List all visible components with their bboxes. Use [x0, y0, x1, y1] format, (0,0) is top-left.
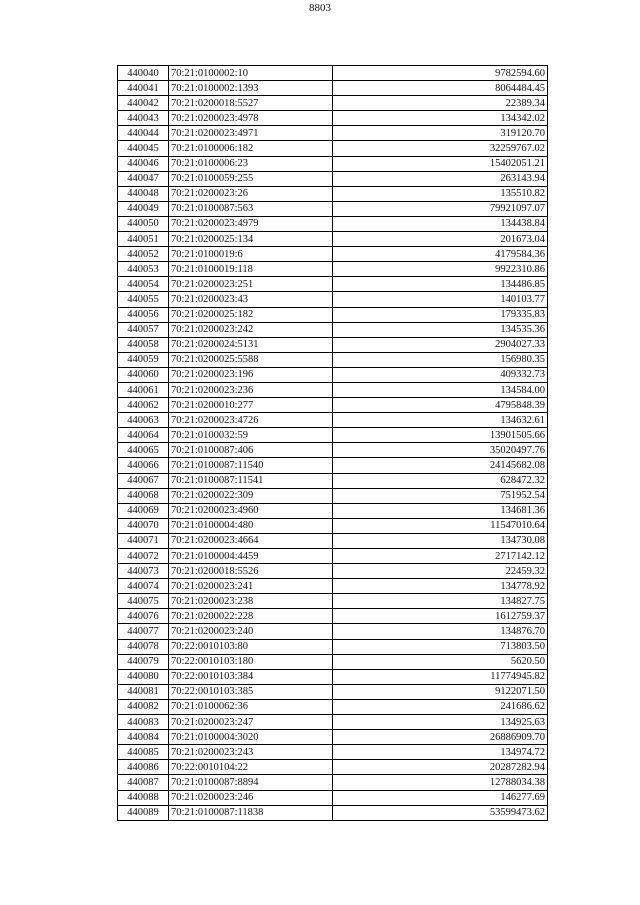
- cadastral-value-cell: 26886909.70: [333, 730, 548, 745]
- row-id-cell: 440055: [118, 292, 169, 307]
- cadastral-value-cell: 4179584.36: [333, 247, 548, 262]
- table-row: [118, 232, 548, 247]
- row-id-cell: 440084: [118, 730, 169, 745]
- cadastral-value-cell: 32259767.02: [333, 141, 548, 156]
- table-row: [118, 216, 548, 231]
- cadastral-value-cell: 5620.50: [333, 654, 548, 669]
- row-id-cell: 440078: [118, 639, 169, 654]
- cadastral-value-cell: 713803.50: [333, 639, 548, 654]
- table-row: [118, 594, 548, 609]
- cadastral-value-cell: 1612759.37: [333, 609, 548, 624]
- cadastral-value-cell: 13901505.66: [333, 428, 548, 443]
- cadastral-number-cell: 70:21:0200023:251: [169, 277, 333, 292]
- table-row: [118, 156, 548, 171]
- table-row: [118, 609, 548, 624]
- table-row: [118, 141, 548, 156]
- row-id-cell: 440058: [118, 337, 169, 352]
- cadastral-value-cell: 201673.04: [333, 232, 548, 247]
- cadastral-value-cell: 134827.75: [333, 594, 548, 609]
- cadastral-value-cell: 409332.73: [333, 367, 548, 382]
- table-row: [118, 518, 548, 533]
- table-row: [118, 654, 548, 669]
- table-row: [118, 473, 548, 488]
- cadastral-number-cell: 70:21:0100087:8894: [169, 775, 333, 790]
- cadastral-number-cell: 70:21:0100004:3020: [169, 730, 333, 745]
- row-id-cell: 440060: [118, 367, 169, 382]
- cadastral-number-cell: 70:21:0200025:134: [169, 232, 333, 247]
- cadastral-value-cell: 135510.82: [333, 186, 548, 201]
- cadastral-number-cell: 70:21:0100006:182: [169, 141, 333, 156]
- row-id-cell: 440073: [118, 564, 169, 579]
- cadastral-number-cell: 70:21:0200023:26: [169, 186, 333, 201]
- table-row: [118, 201, 548, 216]
- row-id-cell: 440061: [118, 382, 169, 397]
- cadastral-number-cell: 70:21:0200023:242: [169, 322, 333, 337]
- table-row: [118, 503, 548, 518]
- cadastral-number-cell: 70:21:0200023:236: [169, 382, 333, 397]
- cadastral-number-cell: 70:21:0100087:11540: [169, 458, 333, 473]
- row-id-cell: 440063: [118, 413, 169, 428]
- table-row: [118, 66, 548, 81]
- table-row: [118, 715, 548, 730]
- cadastral-number-cell: 70:21:0200023:4726: [169, 413, 333, 428]
- row-id-cell: 440072: [118, 549, 169, 564]
- table-row: [118, 126, 548, 141]
- cadastral-value-cell: 134730.08: [333, 533, 548, 548]
- cadastral-value-table: [117, 65, 548, 821]
- cadastral-value-cell: 628472.32: [333, 473, 548, 488]
- cadastral-number-cell: 70:21:0100062:36: [169, 699, 333, 714]
- cadastral-number-cell: 70:21:0200023:43: [169, 292, 333, 307]
- page-number: 8803: [309, 2, 331, 14]
- cadastral-value-cell: 156980.35: [333, 352, 548, 367]
- row-id-cell: 440052: [118, 247, 169, 262]
- cadastral-value-cell: 79921097.07: [333, 201, 548, 216]
- cadastral-value-cell: 146277.69: [333, 790, 548, 805]
- cadastral-number-cell: 70:21:0200022:309: [169, 488, 333, 503]
- table-row: [118, 322, 548, 337]
- cadastral-value-cell: 263143.94: [333, 171, 548, 186]
- table-row: [118, 760, 548, 775]
- row-id-cell: 440069: [118, 503, 169, 518]
- cadastral-value-cell: 134486.85: [333, 277, 548, 292]
- row-id-cell: 440089: [118, 805, 169, 820]
- table-row: [118, 292, 548, 307]
- row-id-cell: 440077: [118, 624, 169, 639]
- table-row: [118, 684, 548, 699]
- row-id-cell: 440045: [118, 141, 169, 156]
- cadastral-number-cell: 70:22:0010103:384: [169, 669, 333, 684]
- cadastral-number-cell: 70:21:0200024:5131: [169, 337, 333, 352]
- cadastral-number-cell: 70:22:0010103:80: [169, 639, 333, 654]
- row-id-cell: 440071: [118, 533, 169, 548]
- cadastral-number-cell: 70:21:0200023:247: [169, 715, 333, 730]
- table-row: [118, 367, 548, 382]
- cadastral-value-cell: 2717142.12: [333, 549, 548, 564]
- row-id-cell: 440043: [118, 111, 169, 126]
- row-id-cell: 440049: [118, 201, 169, 216]
- cadastral-value-cell: 22389.34: [333, 96, 548, 111]
- table-row: [118, 337, 548, 352]
- cadastral-value-cell: 9782594.60: [333, 66, 548, 81]
- cadastral-value-cell: 22459.32: [333, 564, 548, 579]
- cadastral-number-cell: 70:21:0100059:255: [169, 171, 333, 186]
- table-row: [118, 745, 548, 760]
- cadastral-number-cell: 70:21:0200023:4979: [169, 216, 333, 231]
- cadastral-number-cell: 70:21:0100002:10: [169, 66, 333, 81]
- cadastral-value-cell: 8064484.45: [333, 81, 548, 96]
- cadastral-value-cell: 134342.02: [333, 111, 548, 126]
- table-row: [118, 564, 548, 579]
- row-id-cell: 440048: [118, 186, 169, 201]
- cadastral-number-cell: 70:22:0010104:22: [169, 760, 333, 775]
- table-row: [118, 730, 548, 745]
- cadastral-value-cell: 11774945.82: [333, 669, 548, 684]
- table-row: [118, 790, 548, 805]
- table-row: [118, 549, 548, 564]
- table-body: [118, 66, 548, 821]
- cadastral-value-cell: 11547010.64: [333, 518, 548, 533]
- cadastral-number-cell: 70:21:0100032:59: [169, 428, 333, 443]
- row-id-cell: 440087: [118, 775, 169, 790]
- row-id-cell: 440047: [118, 171, 169, 186]
- cadastral-number-cell: 70:21:0200023:241: [169, 579, 333, 594]
- row-id-cell: 440080: [118, 669, 169, 684]
- cadastral-value-cell: 9122071.50: [333, 684, 548, 699]
- row-id-cell: 440042: [118, 96, 169, 111]
- row-id-cell: 440050: [118, 216, 169, 231]
- cadastral-value-cell: 53599473.62: [333, 805, 548, 820]
- table-row: [118, 382, 548, 397]
- row-id-cell: 440081: [118, 684, 169, 699]
- row-id-cell: 440056: [118, 307, 169, 322]
- table-row: [118, 669, 548, 684]
- row-id-cell: 440074: [118, 579, 169, 594]
- table-row: [118, 458, 548, 473]
- cadastral-number-cell: 70:21:0100087:406: [169, 443, 333, 458]
- cadastral-number-cell: 70:21:0200023:243: [169, 745, 333, 760]
- row-id-cell: 440076: [118, 609, 169, 624]
- cadastral-value-cell: 319120.70: [333, 126, 548, 141]
- cadastral-number-cell: 70:21:0100087:563: [169, 201, 333, 216]
- row-id-cell: 440083: [118, 715, 169, 730]
- cadastral-number-cell: 70:21:0200023:238: [169, 594, 333, 609]
- table-row: [118, 262, 548, 277]
- table-row: [118, 398, 548, 413]
- cadastral-value-cell: 134632.61: [333, 413, 548, 428]
- table-row: [118, 352, 548, 367]
- row-id-cell: 440066: [118, 458, 169, 473]
- table-row: [118, 443, 548, 458]
- row-id-cell: 440065: [118, 443, 169, 458]
- cadastral-number-cell: 70:21:0100006:23: [169, 156, 333, 171]
- cadastral-number-cell: 70:21:0200023:246: [169, 790, 333, 805]
- cadastral-number-cell: 70:21:0100087:11838: [169, 805, 333, 820]
- cadastral-number-cell: 70:21:0200023:4971: [169, 126, 333, 141]
- table-row: [118, 624, 548, 639]
- table-row: [118, 277, 548, 292]
- row-id-cell: 440046: [118, 156, 169, 171]
- cadastral-number-cell: 70:22:0010103:180: [169, 654, 333, 669]
- cadastral-value-cell: 134974.72: [333, 745, 548, 760]
- row-id-cell: 440062: [118, 398, 169, 413]
- row-id-cell: 440067: [118, 473, 169, 488]
- cadastral-number-cell: 70:22:0010103:385: [169, 684, 333, 699]
- row-id-cell: 440040: [118, 66, 169, 81]
- cadastral-value-cell: 179335.83: [333, 307, 548, 322]
- row-id-cell: 440070: [118, 518, 169, 533]
- cadastral-value-cell: 20287282.94: [333, 760, 548, 775]
- cadastral-number-cell: 70:21:0100019:118: [169, 262, 333, 277]
- table-row: [118, 579, 548, 594]
- cadastral-number-cell: 70:21:0100004:4459: [169, 549, 333, 564]
- cadastral-value-cell: 9922310.86: [333, 262, 548, 277]
- table-row: [118, 428, 548, 443]
- table-row: [118, 111, 548, 126]
- cadastral-number-cell: 70:21:0200023:4978: [169, 111, 333, 126]
- cadastral-value-cell: 2904027.33: [333, 337, 548, 352]
- row-id-cell: 440068: [118, 488, 169, 503]
- row-id-cell: 440057: [118, 322, 169, 337]
- cadastral-value-cell: 134535.36: [333, 322, 548, 337]
- cadastral-number-cell: 70:21:0200025:5588: [169, 352, 333, 367]
- table-row: [118, 247, 548, 262]
- row-id-cell: 440051: [118, 232, 169, 247]
- row-id-cell: 440082: [118, 699, 169, 714]
- cadastral-number-cell: 70:21:0100019:6: [169, 247, 333, 262]
- cadastral-number-cell: 70:21:0100004:480: [169, 518, 333, 533]
- cadastral-value-cell: 241686.62: [333, 699, 548, 714]
- row-id-cell: 440086: [118, 760, 169, 775]
- row-id-cell: 440059: [118, 352, 169, 367]
- cadastral-value-cell: 134876.70: [333, 624, 548, 639]
- cadastral-number-cell: 70:21:0200025:182: [169, 307, 333, 322]
- table-row: [118, 96, 548, 111]
- table-row: [118, 639, 548, 654]
- cadastral-number-cell: 70:21:0100002:1393: [169, 81, 333, 96]
- cadastral-number-cell: 70:21:0200018:5527: [169, 96, 333, 111]
- cadastral-value-cell: 134925.63: [333, 715, 548, 730]
- row-id-cell: 440044: [118, 126, 169, 141]
- cadastral-value-cell: 15402051.21: [333, 156, 548, 171]
- cadastral-value-cell: 140103.77: [333, 292, 548, 307]
- table-row: [118, 805, 548, 820]
- table-row: [118, 81, 548, 96]
- row-id-cell: 440079: [118, 654, 169, 669]
- cadastral-number-cell: 70:21:0200023:196: [169, 367, 333, 382]
- row-id-cell: 440064: [118, 428, 169, 443]
- row-id-cell: 440088: [118, 790, 169, 805]
- cadastral-number-cell: 70:21:0200022:228: [169, 609, 333, 624]
- table-row: [118, 186, 548, 201]
- cadastral-value-cell: 134438.84: [333, 216, 548, 231]
- table-row: [118, 307, 548, 322]
- cadastral-value-cell: 12788034.38: [333, 775, 548, 790]
- cadastral-value-cell: 35020497.76: [333, 443, 548, 458]
- table-row: [118, 413, 548, 428]
- table-row: [118, 533, 548, 548]
- table-row: [118, 775, 548, 790]
- cadastral-number-cell: 70:21:0200023:4960: [169, 503, 333, 518]
- cadastral-value-cell: 134584.00: [333, 382, 548, 397]
- cadastral-number-cell: 70:21:0200018:5526: [169, 564, 333, 579]
- cadastral-number-cell: 70:21:0200023:4664: [169, 533, 333, 548]
- cadastral-value-cell: 134778.92: [333, 579, 548, 594]
- table-row: [118, 488, 548, 503]
- table-row: [118, 171, 548, 186]
- cadastral-value-cell: 134681.36: [333, 503, 548, 518]
- row-id-cell: 440053: [118, 262, 169, 277]
- cadastral-number-cell: 70:21:0200023:240: [169, 624, 333, 639]
- cadastral-value-cell: 751952.54: [333, 488, 548, 503]
- cadastral-number-cell: 70:21:0100087:11541: [169, 473, 333, 488]
- row-id-cell: 440075: [118, 594, 169, 609]
- cadastral-value-cell: 4795848.39: [333, 398, 548, 413]
- table-row: [118, 699, 548, 714]
- cadastral-number-cell: 70:21:0200010:277: [169, 398, 333, 413]
- row-id-cell: 440041: [118, 81, 169, 96]
- row-id-cell: 440085: [118, 745, 169, 760]
- row-id-cell: 440054: [118, 277, 169, 292]
- cadastral-value-cell: 24145682.08: [333, 458, 548, 473]
